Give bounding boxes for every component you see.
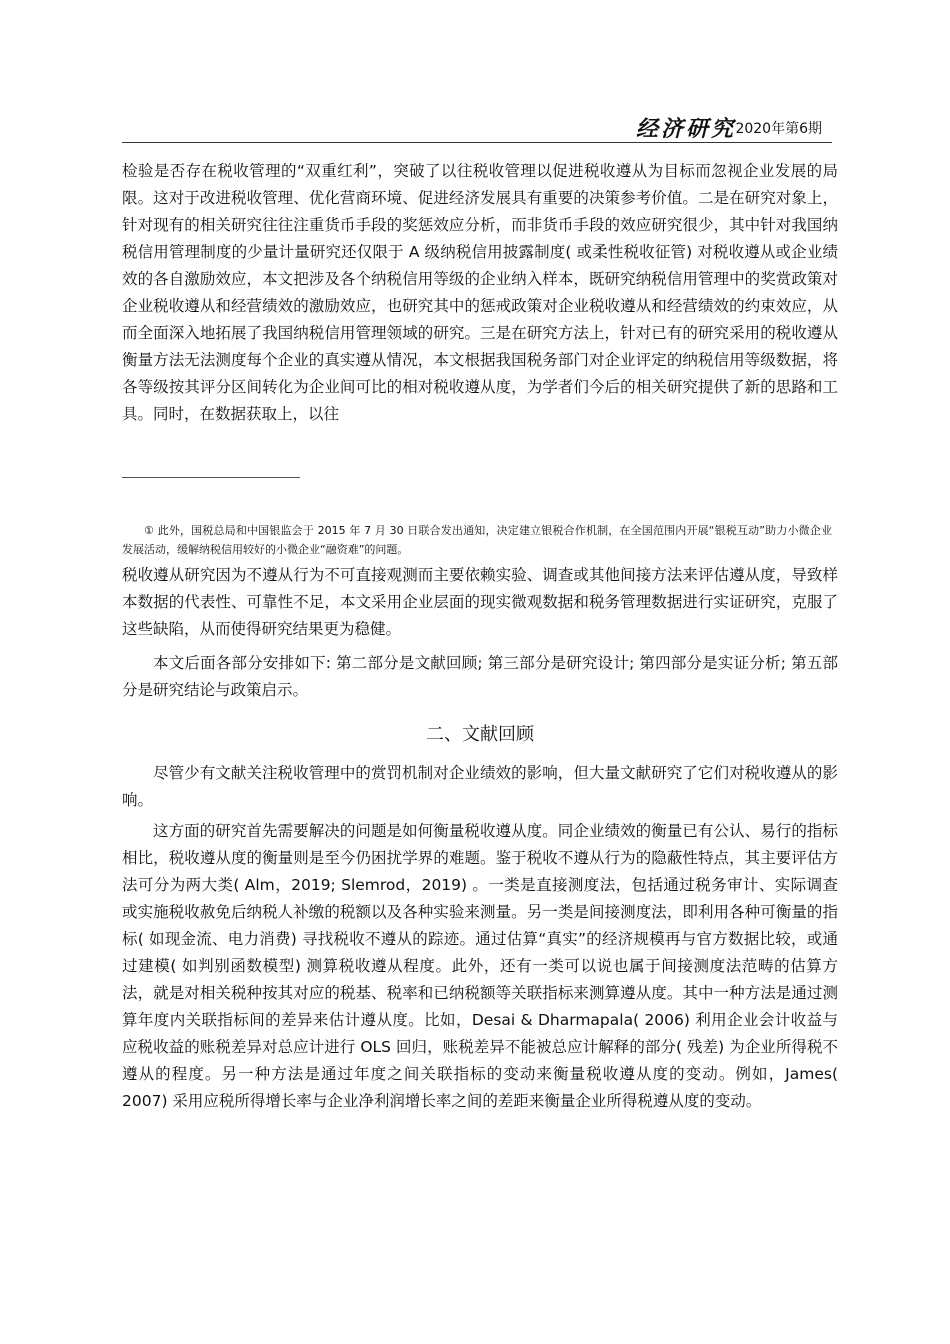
footnote: ① 此外，国税总局和中国银监会于 2015 年 7 月 30 日联合发出通知，决定建立银税合作机制，在全国范围内开展“银税互动”助力小微企业发展活动，缓解纳税信用较好的小微企业“融资难”的问题。 <box>122 524 832 556</box>
journal-logo: 经济研究 <box>635 116 736 142</box>
body-paragraph-3: 本文后面各部分安排如下: 第二部分是文献回顾; 第三部分是研究设计; 第四部分是实证分析; 第五部分是研究结论与政策启示。 <box>122 654 838 699</box>
running-header <box>122 112 832 143</box>
footnote-separator <box>122 477 300 478</box>
body-paragraph-1: 检验是否存在税收管理的“双重红利”，突破了以往税收管理以促进税收遵从为目标而忽视企业发展的局限。这对于改进税收管理、优化营商环境、促进经济发展具有重要的决策参考价值。二是在研究对象上，针对现有的相关研究往往注重货币手段的奖惩效应分析，而非货币手段的效应研究很少，其中针对我国纳税信用管理制度的少量计量研究还仅限于 A 级纳税信用披露制度( 或柔性税收征管) 对税收遵从或企业绩效的各自激励效应，本文把涉及各个纳税信用等级的企业纳入样本，既研究纳税信用管理中的奖赏政策对企业税收遵从和经营绩效的激励效应，也研究其中的惩戒政策对企业税收遵从和经营绩效的约束效应，从而全面深入地拓展了我国纳税信用管理领域的研究。三是在研究方法上，针对已有的研究采用的税收遵从衡量方法无法测度每个企业的真实遵从情况，本文根据我国税务部门对企业评定的纳税信用等级数据，将各等级按其评分区间转化为企业间可比的相对税收遵从度，为学者们今后的相关研究提供了新的思路和工具。同时，在数据获取上，以往 <box>122 162 838 423</box>
body-paragraph-2: 税收遵从研究因为不遵从行为不可直接观测而主要依赖实验、调查或其他间接方法来评估遵从度，导致样本数据的代表性、可靠性不足，本文采用企业层面的现实微观数据和税务管理数据进行实证研究，克服了这些缺陷，从而使得研究结果更为稳健。 <box>122 566 838 638</box>
body-paragraph-4: 尽管少有文献关注税收管理中的赏罚机制对企业绩效的影响，但大量文献研究了它们对税收遵从的影响。 <box>122 764 838 809</box>
issue-label: 2020年第6期 <box>735 121 822 137</box>
body-paragraph-5: 这方面的研究首先需要解决的问题是如何衡量税收遵从度。同企业绩效的衡量已有公认、易行的指标相比，税收遵从度的衡量则是至今仍困扰学界的难题。鉴于税收不遵从行为的隐蔽性特点，其主要评估方法可分为两大类( Alm，2019; Slemrod，2019) 。一类是直接测度法，包括通过税务审计、实际调查或实施税收赦免后纳税人补缴的税额以及各种实验来测量。另一类是间接测度法，即利用各种可衡量的指标( 如现金流、电力消费) 寻找税收不遵从的踪迹。通过估算“真实”的经济规模再与官方数据比较，或通过建模( 如判别函数模型) 测算税收遵从程度。此外，还有一类可以说也属于间接测度法范畴的估算方法，就是对相关税种按其对应的税基、税率和已纳税额等关联指标来测算遵从度。其中一种方法是通过测算年度内关联指标间的差异来估计遵从度。比如，Desai & Dharmapala( 2006) 利用企业会计收益与应税收益的账税差异对总应计进行 OLS 回归，账税差异不能被总应计解释的部分( 残差) 为企业所得税不遵从的程度。另一种方法是通过年度之间关联指标的变动来衡量税收遵从度的变动。例如，James( 2007) 采用应税所得增长率与企业净利润增长率之间的差距来衡量企业所得税遵从度的变动。 <box>122 822 838 1110</box>
section-title: 二、文献回顾 <box>426 724 534 745</box>
